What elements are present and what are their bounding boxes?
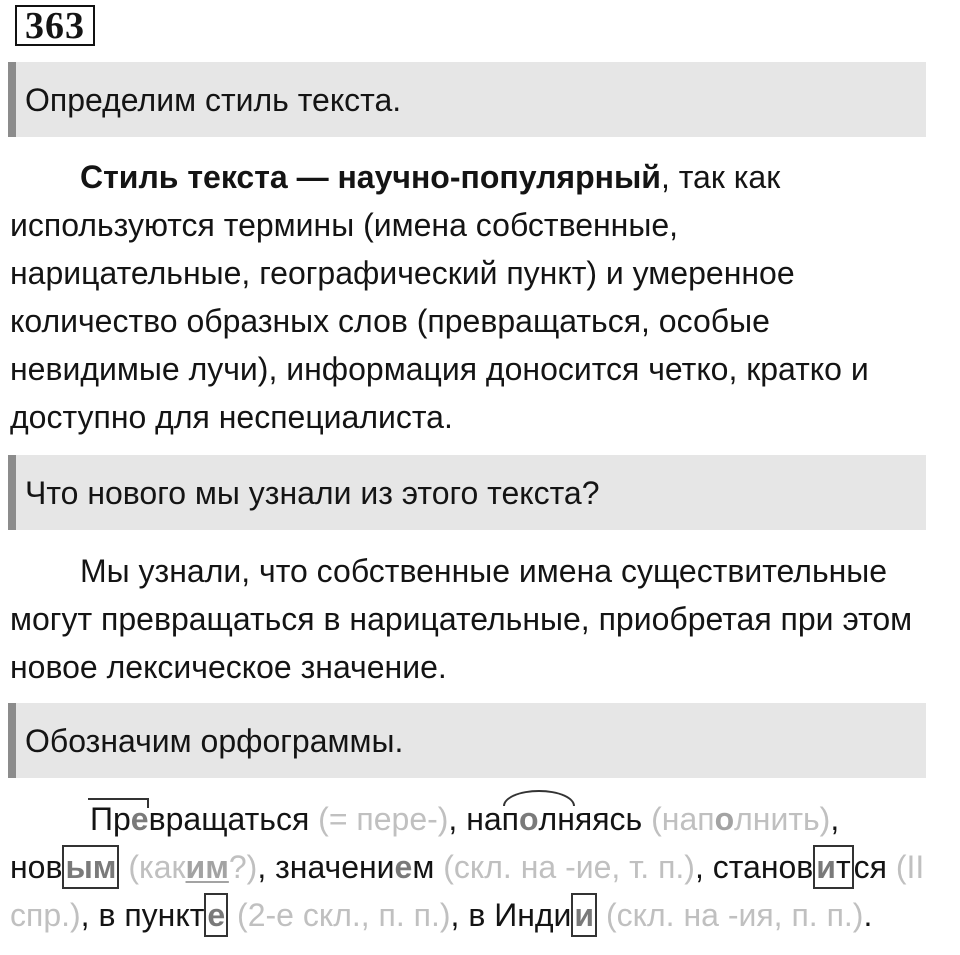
heading-style: Определим стиль текста. bbox=[25, 82, 402, 118]
word-fragment: вращаться bbox=[148, 801, 310, 837]
heading-accent-bar bbox=[8, 455, 16, 530]
paragraph-line: Мы узнали, что собственные имена существительные bbox=[80, 553, 888, 589]
word-fragment: лн bbox=[538, 801, 575, 837]
orthograms-paragraph bbox=[10, 795, 924, 939]
annotation: ?) bbox=[228, 849, 258, 885]
annotation: (II bbox=[895, 849, 925, 885]
word-fragment bbox=[597, 897, 606, 933]
word-fragment: м bbox=[412, 849, 444, 885]
section-heading-band bbox=[8, 62, 926, 137]
ending-box: е bbox=[204, 893, 228, 937]
annotation: (как bbox=[128, 849, 186, 885]
word-fragment: п bbox=[501, 801, 519, 837]
word-fragment: Пр bbox=[90, 801, 131, 837]
heading-new-info: Что нового мы узнали из этого текста? bbox=[25, 475, 600, 511]
orthogram-line bbox=[10, 843, 924, 891]
paragraph-line: нарицательные, географический пункт) и умеренное bbox=[10, 255, 795, 291]
word-fragment bbox=[642, 801, 651, 837]
orthogram-letter: и bbox=[816, 849, 836, 885]
ending-box: и bbox=[571, 893, 597, 937]
prefix-mark bbox=[88, 798, 149, 808]
answer-bold: Стиль текста — научно-популярный bbox=[80, 159, 661, 195]
new-info-paragraph bbox=[10, 547, 912, 691]
word-fragment: нов bbox=[10, 849, 63, 885]
word-fragment: , станов bbox=[694, 849, 814, 885]
annotation-emphasis: о bbox=[714, 801, 735, 837]
word-fragment: , bbox=[830, 801, 840, 837]
word-fragment bbox=[228, 897, 237, 933]
word-fragment: , значени bbox=[257, 849, 395, 885]
heading-accent-bar bbox=[8, 703, 16, 778]
annotation: спр.) bbox=[10, 897, 81, 933]
annotation: (нап bbox=[651, 801, 715, 837]
orthogram-letter: о bbox=[519, 801, 539, 837]
section-heading-band bbox=[8, 703, 926, 778]
annotation: (2-е скл., п. п.) bbox=[237, 897, 451, 933]
prefix bbox=[90, 801, 149, 837]
exercise-number: 363 bbox=[15, 5, 95, 46]
root bbox=[502, 801, 575, 837]
annotation: (скл. на -ия, п. п.) bbox=[605, 897, 864, 933]
style-answer-paragraph bbox=[10, 153, 869, 441]
word-fragment: , на bbox=[448, 801, 502, 837]
paragraph-line: количество образных слов (превращаться, особые bbox=[10, 303, 770, 339]
paragraph-line: могут превращаться в нарицательные, приобретая при этом bbox=[10, 601, 913, 637]
ending-box: ым bbox=[62, 845, 119, 889]
ending-box bbox=[813, 845, 853, 889]
word-fragment: ся bbox=[853, 849, 896, 885]
answer-rest: , так как bbox=[660, 159, 781, 195]
orthogram-letter: е bbox=[130, 801, 149, 837]
word-fragment: яясь bbox=[574, 801, 643, 837]
annotation-emphasis: им bbox=[185, 849, 229, 885]
paragraph-line: доступно для неспециалиста. bbox=[10, 399, 453, 435]
word-fragment: . bbox=[863, 897, 873, 933]
word-fragment: , в Инди bbox=[450, 897, 572, 933]
paragraph-line: невидимые лучи), информация доносится четко, кратко и bbox=[10, 351, 869, 387]
orthogram-line bbox=[10, 891, 924, 939]
word-fragment: т bbox=[835, 849, 851, 885]
section-heading-band bbox=[8, 455, 926, 530]
orthogram-letter: е bbox=[394, 849, 413, 885]
root-mark bbox=[503, 790, 575, 806]
orthogram-line bbox=[10, 795, 924, 843]
paragraph-line: используются термины (имена собственные, bbox=[10, 207, 679, 243]
annotation: (= пере-) bbox=[318, 801, 449, 837]
heading-accent-bar bbox=[8, 62, 16, 137]
annotation: (скл. на -ие, т. п.) bbox=[443, 849, 695, 885]
paragraph-line: новое лексическое значение. bbox=[10, 649, 447, 685]
word-fragment bbox=[309, 801, 318, 837]
word-fragment: , в пункт bbox=[80, 897, 205, 933]
heading-orthograms: Обозначим орфограммы. bbox=[25, 723, 404, 759]
paragraph-line bbox=[10, 153, 869, 201]
annotation: лнить) bbox=[734, 801, 831, 837]
